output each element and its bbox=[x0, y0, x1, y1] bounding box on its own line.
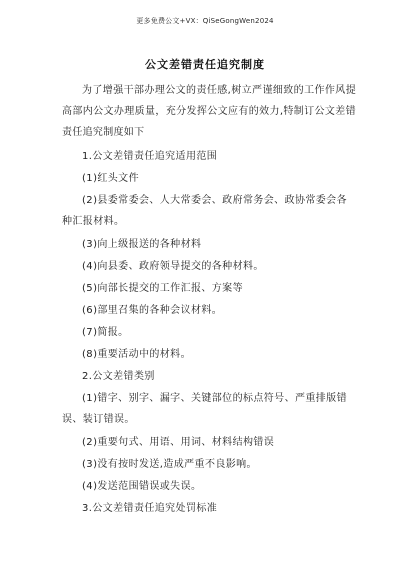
category-item-4: (4)发送范围错误或失误。 bbox=[82, 481, 202, 492]
scope-item-7: (7)简报。 bbox=[82, 327, 129, 338]
category-item-2: (2)重要句式、用语、用词、材料结构错误 bbox=[82, 437, 275, 448]
scope-item-4: (4)向县委、政府领导提交的各种材料。 bbox=[82, 261, 264, 272]
scope-item-6: (6)部里召集的各种会议材料。 bbox=[82, 305, 223, 316]
scope-item-8: (8)重要活动中的材料。 bbox=[82, 349, 191, 360]
section-heading-scope: 1.公文差错责任追究适用范围 bbox=[82, 151, 218, 162]
scope-item-5: (5)向部长提交的工作汇报、方案等 bbox=[82, 283, 243, 294]
scope-item-1: (1)红头文件 bbox=[82, 173, 139, 184]
category-item-3: (3)没有按时发送,造成严重不良影响。 bbox=[82, 459, 257, 470]
section-heading-penalties: 3.公文差错责任追究处罚标准 bbox=[82, 503, 218, 514]
scope-item-2: (2)县委常委会、人大常委会、政府常务会、政协常委会各种汇报材料。 bbox=[62, 195, 347, 227]
scope-item-3: (3)向上级报送的各种材料 bbox=[82, 239, 202, 250]
section-heading-categories: 2.公文差错类别 bbox=[82, 371, 155, 382]
category-item-1: (1)错字、别字、漏字、关键部位的标点符号、严重排版错误、装订错误。 bbox=[62, 393, 347, 425]
header-note: 更多免费公文+VX：QiSeGongWen2024 bbox=[136, 17, 274, 25]
intro-paragraph: 为了增强干部办理公文的责任感,树立严谨细致的工作作风提高部内公文办理质量，充分发挥公文应有的效力,特制订公文差错责任追究制度如下 bbox=[62, 85, 356, 138]
document-body bbox=[62, 80, 356, 520]
document-title: 公文差错责任追究制度 bbox=[145, 58, 265, 71]
